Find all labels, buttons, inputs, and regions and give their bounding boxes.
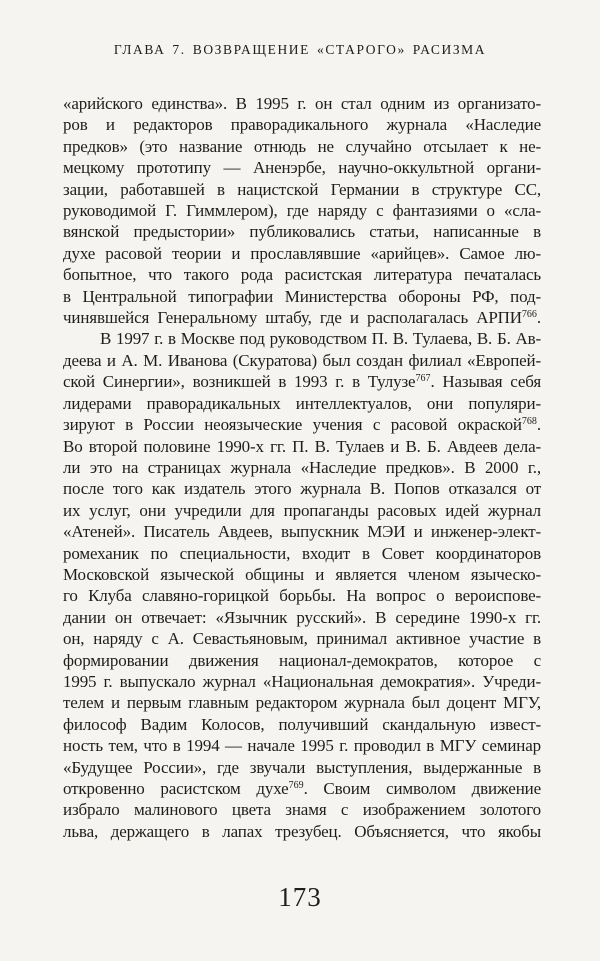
text-line: Московской языческой общины и является членом языческо- (63, 564, 541, 584)
footnote-ref: 767 (415, 373, 431, 385)
body-text (63, 93, 541, 842)
text-line: 1995 г. выпускало журнал «Национальная демократия». Учреди- (63, 671, 541, 691)
footnote-ref: 768 (521, 416, 537, 428)
text-line: зации, работавшей в нацистской Германии в структуре СС, (63, 179, 541, 199)
footnote-ref: 769 (288, 780, 304, 791)
page-number: 173 (278, 882, 322, 912)
text-line: избрало малинового цвета знамя с изображением золотого (63, 800, 541, 820)
text-line: В 1997 г. в Москве под руководством П. В. Тулаева, В. Б. Ав- (100, 329, 541, 349)
footnote-ref: 766 (521, 309, 537, 321)
text-line: лидерами праворадикальных интеллектуалов, они популяри- (63, 393, 541, 413)
text-line: вянской предыстории» публиковались статьи, написанные в (63, 222, 541, 242)
text-line: руководимой Г. Гиммлером), где наряду с фантазиями о «сла- (63, 201, 541, 221)
text-line: дании он отвечает: «Язычник русский». В середине 1990-х гг. (63, 607, 541, 627)
text-line: бопытное, что такого рода расистская литература печаталась (63, 265, 541, 285)
text-line: откровенно расистском духе$^{769}$. Своим символом движение (63, 779, 541, 798)
text-line: ли это на страницах журнала «Наследие предков». В 2000 г., (63, 457, 541, 477)
text-line: философ Вадим Колосов, получивший скандальную извест- (63, 714, 541, 734)
text-line: телем и первым главным редактором журнала был доцент МГУ, (63, 693, 541, 713)
text-line: в Центральной типографии Министерства обороны РФ, под- (63, 286, 541, 306)
text-line: «арийского единства». В 1995 г. он стал одним из организато- (63, 94, 541, 113)
text-line: предков» (это название отнюдь не случайно отсылает к не- (63, 136, 541, 156)
text-line: после того как издатель этого журнала В. Попов отказался от (63, 479, 541, 499)
text-line: ность тем, что в 1994 — начале 1995 г. проводил в МГУ семинар (63, 736, 541, 756)
text-line: деева и А. М. Иванова (Скуратова) был создан филиал «Европей- (63, 350, 541, 370)
text-line: Во второй половине 1990-х гг. П. В. Тулаев и В. Б. Авдеев дела- (63, 436, 541, 456)
text-line: ров и редакторов праворадикального журнала «Наследие (63, 115, 541, 135)
text-line: «Атеней». Писатель Авдеев, выпускник МЭИ и инженер-элект- (63, 522, 541, 542)
text-line: го Клуба славяно-горицкой борьбы. На вопрос о вероиспове- (63, 586, 541, 606)
text-line: зируют в России неоязыческие учения с расовой окраской$^{768}$. (63, 415, 541, 435)
text-line: чинявшейся Генеральному штабу, где и располагалась АРПИ$^{766}$. (63, 308, 541, 328)
text-line: формировании движения национал-демократов, которое с (63, 650, 541, 670)
text-line: мецкому прототипу — Аненэрбе, научно-оккультной органи- (63, 158, 541, 178)
text-line: льва, держащего в лапах трезубец. Объясняется, что якобы (63, 821, 541, 841)
text-line: духе расовой теории и прославлявшие «арийцев». Самое лю- (63, 243, 541, 263)
text-line: ромеханик по специальности, входит в Совет координаторов (63, 543, 541, 563)
text-line: их услуг, они учредили для пропаганды расовых идей журнал (63, 500, 541, 520)
text-line: он, наряду с А. Севастьяновым, принимал активное участие в (63, 629, 541, 649)
running-header: ГЛАВА 7. ВОЗВРАЩЕНИЕ «СТАРОГО» РАСИЗМА (113, 42, 487, 57)
text-line: «Будущее России», где звучали выступления, выдержанные в (63, 757, 541, 777)
text-line: ской Синергии», возникшей в 1993 г. в Тулузе$^{767}$. Называя себя (63, 372, 541, 392)
